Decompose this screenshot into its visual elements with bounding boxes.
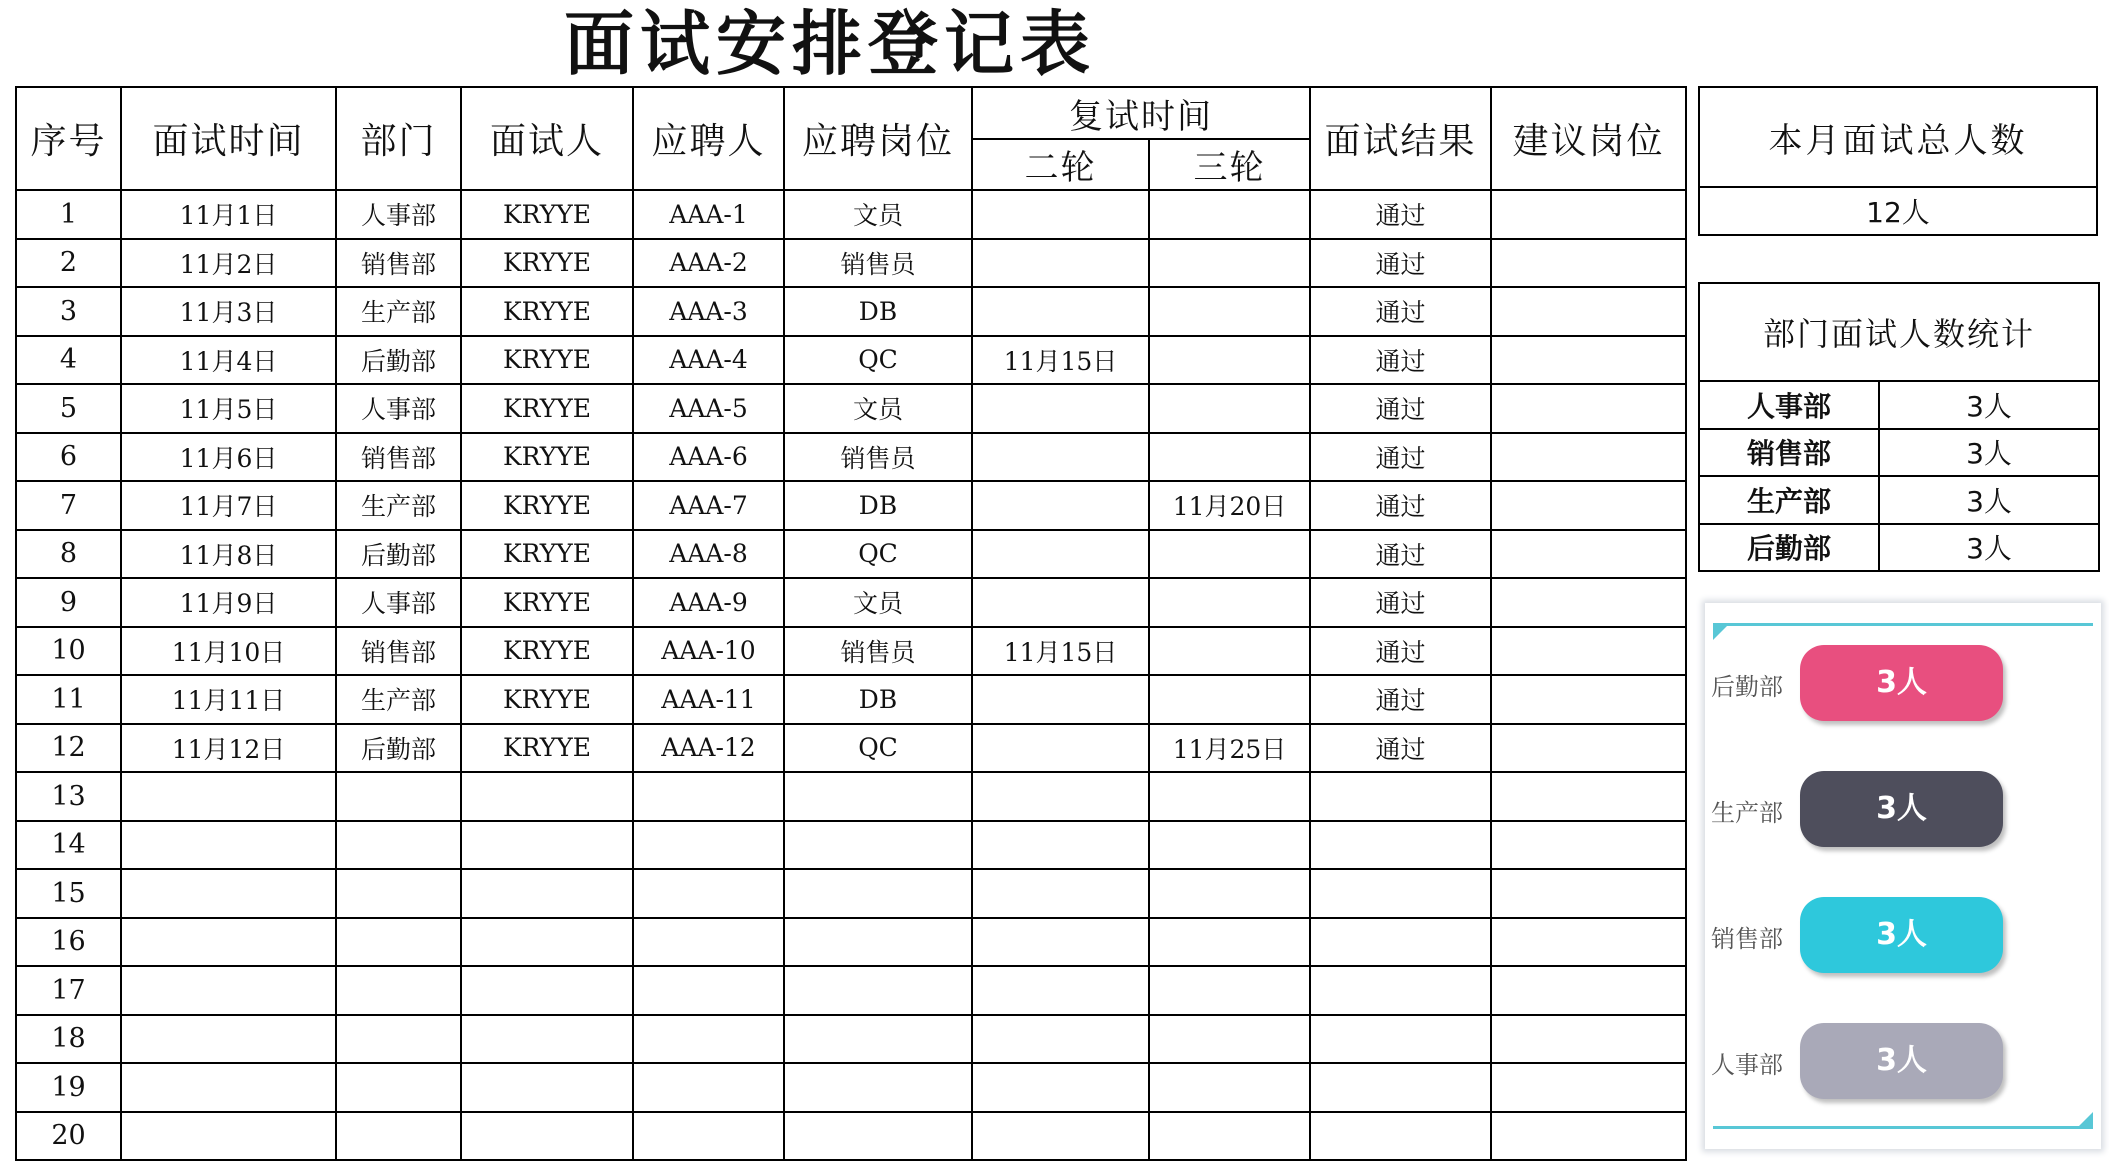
- table-row: [16, 772, 1686, 821]
- cell-result: 通过: [1310, 239, 1491, 288]
- panel-corner-triangle: [1713, 626, 1727, 640]
- cell-interviewer: KRYYE: [461, 481, 633, 530]
- cell-position: 文员: [784, 190, 972, 239]
- cell-round2: [972, 724, 1149, 773]
- cell-suggest: [1491, 1015, 1686, 1064]
- cell-interviewer: KRYYE: [461, 287, 633, 336]
- cell-round3: [1149, 869, 1310, 918]
- cell-interviewer: KRYYE: [461, 675, 633, 724]
- cell-seq: 8: [16, 530, 121, 579]
- panel-bottom-line: [1713, 1126, 2093, 1129]
- cell-round3: [1149, 433, 1310, 482]
- cell-result: 通过: [1310, 384, 1491, 433]
- cell-position: 文员: [784, 578, 972, 627]
- cell-interviewer: [461, 869, 633, 918]
- cell-round2: [972, 966, 1149, 1015]
- cell-round3: [1149, 239, 1310, 288]
- cell-round3: [1149, 966, 1310, 1015]
- cell-round3: [1149, 336, 1310, 385]
- cell-position: QC: [784, 724, 972, 773]
- header-dept: 部门: [336, 87, 461, 190]
- cell-interviewer: [461, 1063, 633, 1112]
- cell-time: 11月9日: [121, 578, 336, 627]
- cell-seq: 9: [16, 578, 121, 627]
- cell-applicant: [633, 1063, 784, 1112]
- cell-seq: 6: [16, 433, 121, 482]
- cell-round2: 11月15日: [972, 336, 1149, 385]
- cell-applicant: [633, 772, 784, 821]
- cell-time: [121, 1112, 336, 1161]
- cell-round3: [1149, 821, 1310, 870]
- total-label: 本月面试总人数: [1699, 87, 2097, 187]
- cell-applicant: AAA-6: [633, 433, 784, 482]
- cell-result: [1310, 821, 1491, 870]
- cell-round2: [972, 675, 1149, 724]
- header-position: 应聘岗位: [784, 87, 972, 190]
- cell-applicant: [633, 918, 784, 967]
- table-row: [16, 578, 1686, 627]
- cell-interviewer: KRYYE: [461, 530, 633, 579]
- bar-row: [1705, 771, 2101, 847]
- cell-result: 通过: [1310, 336, 1491, 385]
- cell-position: 销售员: [784, 239, 972, 288]
- dept-bar-panel: [1705, 603, 2101, 1149]
- cell-suggest: [1491, 675, 1686, 724]
- cell-dept: 生产部: [336, 481, 461, 530]
- bar-label: 销售部: [1711, 925, 1783, 953]
- cell-position: DB: [784, 287, 972, 336]
- cell-result: 通过: [1310, 433, 1491, 482]
- table-row: [16, 918, 1686, 967]
- cell-applicant: [633, 869, 784, 918]
- cell-suggest: [1491, 433, 1686, 482]
- cell-applicant: AAA-8: [633, 530, 784, 579]
- header-round3: 三轮: [1149, 139, 1310, 190]
- cell-result: [1310, 772, 1491, 821]
- cell-round3: [1149, 1015, 1310, 1064]
- table-row: [16, 239, 1686, 288]
- table-row: [16, 1112, 1686, 1161]
- cell-position: 销售员: [784, 433, 972, 482]
- cell-interviewer: [461, 1112, 633, 1161]
- cell-interviewer: KRYYE: [461, 336, 633, 385]
- header-retest: 复试时间: [972, 87, 1310, 139]
- table-row: [16, 336, 1686, 385]
- cell-round2: [972, 821, 1149, 870]
- cell-position: QC: [784, 336, 972, 385]
- cell-applicant: AAA-10: [633, 627, 784, 676]
- cell-interviewer: [461, 1015, 633, 1064]
- cell-time: 11月12日: [121, 724, 336, 773]
- cell-applicant: AAA-3: [633, 287, 784, 336]
- cell-result: 通过: [1310, 481, 1491, 530]
- cell-interviewer: KRYYE: [461, 239, 633, 288]
- header-applicant: 应聘人: [633, 87, 784, 190]
- cell-dept: 人事部: [336, 190, 461, 239]
- cell-position: [784, 869, 972, 918]
- cell-suggest: [1491, 239, 1686, 288]
- bar-pill: 3人: [1800, 1023, 2003, 1099]
- header-suggest: 建议岗位: [1491, 87, 1686, 190]
- cell-round2: [972, 1063, 1149, 1112]
- cell-time: [121, 821, 336, 870]
- cell-seq: 12: [16, 724, 121, 773]
- cell-round2: [972, 772, 1149, 821]
- cell-round3: 11月20日: [1149, 481, 1310, 530]
- cell-seq: 3: [16, 287, 121, 336]
- cell-time: 11月5日: [121, 384, 336, 433]
- cell-suggest: [1491, 869, 1686, 918]
- cell-time: 11月10日: [121, 627, 336, 676]
- bar-row: [1705, 897, 2101, 973]
- cell-dept: [336, 1063, 461, 1112]
- cell-result: 通过: [1310, 578, 1491, 627]
- cell-round3: [1149, 578, 1310, 627]
- total-summary-table: [1698, 86, 2098, 236]
- cell-round2: [972, 869, 1149, 918]
- cell-dept: 人事部: [336, 384, 461, 433]
- cell-round2: [972, 481, 1149, 530]
- dept-count-value: 3人: [1879, 524, 2099, 572]
- cell-applicant: AAA-9: [633, 578, 784, 627]
- cell-round2: [972, 918, 1149, 967]
- cell-result: [1310, 966, 1491, 1015]
- cell-time: 11月6日: [121, 433, 336, 482]
- dept-summary-label: 部门面试人数统计: [1699, 283, 2099, 381]
- cell-round2: [972, 578, 1149, 627]
- cell-round3: [1149, 287, 1310, 336]
- bar-pill: 3人: [1800, 771, 2003, 847]
- cell-suggest: [1491, 384, 1686, 433]
- bar-label: 人事部: [1711, 1051, 1783, 1079]
- cell-seq: 10: [16, 627, 121, 676]
- table-row: [16, 287, 1686, 336]
- cell-position: 文员: [784, 384, 972, 433]
- cell-seq: 1: [16, 190, 121, 239]
- cell-round2: [972, 287, 1149, 336]
- cell-seq: 11: [16, 675, 121, 724]
- cell-applicant: AAA-11: [633, 675, 784, 724]
- cell-round2: 11月15日: [972, 627, 1149, 676]
- cell-result: [1310, 1015, 1491, 1064]
- cell-interviewer: KRYYE: [461, 433, 633, 482]
- cell-interviewer: KRYYE: [461, 384, 633, 433]
- cell-suggest: [1491, 918, 1686, 967]
- cell-position: [784, 772, 972, 821]
- cell-dept: 销售部: [336, 239, 461, 288]
- cell-seq: 14: [16, 821, 121, 870]
- interview-table: [15, 86, 1687, 1161]
- dept-count-value: 3人: [1879, 381, 2099, 429]
- cell-round2: [972, 1015, 1149, 1064]
- cell-interviewer: [461, 772, 633, 821]
- cell-suggest: [1491, 190, 1686, 239]
- dept-count-row: [1699, 429, 2099, 477]
- dept-count-name: 后勤部: [1699, 524, 1879, 572]
- dept-count-row: [1699, 381, 2099, 429]
- header-interviewer: 面试人: [461, 87, 633, 190]
- cell-applicant: AAA-2: [633, 239, 784, 288]
- cell-round2: [972, 239, 1149, 288]
- cell-seq: 2: [16, 239, 121, 288]
- cell-seq: 13: [16, 772, 121, 821]
- cell-applicant: [633, 1112, 784, 1161]
- cell-dept: 生产部: [336, 287, 461, 336]
- cell-dept: 销售部: [336, 627, 461, 676]
- cell-dept: 销售部: [336, 433, 461, 482]
- cell-result: 通过: [1310, 675, 1491, 724]
- cell-dept: 人事部: [336, 578, 461, 627]
- cell-applicant: AAA-1: [633, 190, 784, 239]
- cell-dept: 后勤部: [336, 724, 461, 773]
- panel-top-line: [1713, 623, 2093, 626]
- cell-seq: 17: [16, 966, 121, 1015]
- cell-time: 11月4日: [121, 336, 336, 385]
- cell-dept: 后勤部: [336, 530, 461, 579]
- table-row: [16, 1063, 1686, 1112]
- bar-label: 生产部: [1711, 799, 1783, 827]
- bar-row: [1705, 645, 2101, 721]
- cell-suggest: [1491, 821, 1686, 870]
- dept-count-name: 生产部: [1699, 476, 1879, 524]
- cell-time: 11月3日: [121, 287, 336, 336]
- cell-applicant: AAA-12: [633, 724, 784, 773]
- table-row: [16, 675, 1686, 724]
- cell-position: DB: [784, 675, 972, 724]
- cell-interviewer: KRYYE: [461, 627, 633, 676]
- cell-time: [121, 772, 336, 821]
- cell-interviewer: [461, 918, 633, 967]
- dept-count-name: 销售部: [1699, 429, 1879, 477]
- cell-time: 11月2日: [121, 239, 336, 288]
- cell-result: [1310, 869, 1491, 918]
- cell-time: 11月8日: [121, 530, 336, 579]
- cell-position: DB: [784, 481, 972, 530]
- cell-round3: [1149, 1112, 1310, 1161]
- header-time: 面试时间: [121, 87, 336, 190]
- cell-dept: [336, 1015, 461, 1064]
- table-row: [16, 821, 1686, 870]
- cell-round3: [1149, 627, 1310, 676]
- header-seq: 序号: [16, 87, 121, 190]
- header-result: 面试结果: [1310, 87, 1491, 190]
- table-row: [16, 530, 1686, 579]
- cell-seq: 4: [16, 336, 121, 385]
- cell-result: 通过: [1310, 724, 1491, 773]
- cell-seq: 16: [16, 918, 121, 967]
- table-row: [16, 190, 1686, 239]
- cell-suggest: [1491, 481, 1686, 530]
- cell-round3: [1149, 1063, 1310, 1112]
- cell-position: [784, 966, 972, 1015]
- table-row: [16, 1015, 1686, 1064]
- cell-dept: [336, 1112, 461, 1161]
- cell-time: 11月1日: [121, 190, 336, 239]
- page-title: 面试安排登记表: [564, 2, 1096, 85]
- cell-time: [121, 1015, 336, 1064]
- cell-time: 11月11日: [121, 675, 336, 724]
- cell-seq: 5: [16, 384, 121, 433]
- cell-applicant: [633, 821, 784, 870]
- cell-result: 通过: [1310, 627, 1491, 676]
- bar-pill: 3人: [1800, 645, 2003, 721]
- cell-applicant: AAA-4: [633, 336, 784, 385]
- cell-time: [121, 869, 336, 918]
- table-row: [16, 384, 1686, 433]
- cell-dept: [336, 966, 461, 1015]
- cell-seq: 15: [16, 869, 121, 918]
- table-row: [16, 481, 1686, 530]
- cell-result: [1310, 1112, 1491, 1161]
- cell-round3: [1149, 190, 1310, 239]
- cell-result: 通过: [1310, 530, 1491, 579]
- cell-position: 销售员: [784, 627, 972, 676]
- cell-suggest: [1491, 287, 1686, 336]
- total-value: 12人: [1699, 187, 2097, 235]
- cell-round2: [972, 190, 1149, 239]
- cell-applicant: [633, 1015, 784, 1064]
- dept-count-row: [1699, 476, 2099, 524]
- table-row: [16, 869, 1686, 918]
- cell-position: [784, 918, 972, 967]
- bar-label: 后勤部: [1711, 673, 1783, 701]
- cell-time: 11月7日: [121, 481, 336, 530]
- cell-suggest: [1491, 772, 1686, 821]
- cell-suggest: [1491, 1112, 1686, 1161]
- table-row: [16, 966, 1686, 1015]
- cell-time: [121, 918, 336, 967]
- bar-row: [1705, 1023, 2101, 1099]
- cell-interviewer: KRYYE: [461, 190, 633, 239]
- cell-position: [784, 1015, 972, 1064]
- cell-applicant: [633, 966, 784, 1015]
- cell-suggest: [1491, 724, 1686, 773]
- dept-count-row: [1699, 524, 2099, 572]
- cell-suggest: [1491, 530, 1686, 579]
- cell-round2: [972, 530, 1149, 579]
- cell-position: [784, 821, 972, 870]
- cell-result: 通过: [1310, 287, 1491, 336]
- bar-pill: 3人: [1800, 897, 2003, 973]
- cell-seq: 7: [16, 481, 121, 530]
- cell-round3: [1149, 772, 1310, 821]
- cell-applicant: AAA-7: [633, 481, 784, 530]
- cell-position: [784, 1063, 972, 1112]
- cell-seq: 19: [16, 1063, 121, 1112]
- cell-position: [784, 1112, 972, 1161]
- cell-suggest: [1491, 966, 1686, 1015]
- cell-round3: [1149, 918, 1310, 967]
- cell-round3: 11月25日: [1149, 724, 1310, 773]
- cell-suggest: [1491, 578, 1686, 627]
- cell-time: [121, 1063, 336, 1112]
- cell-interviewer: [461, 821, 633, 870]
- cell-interviewer: KRYYE: [461, 724, 633, 773]
- cell-suggest: [1491, 336, 1686, 385]
- dept-summary-table: [1698, 282, 2100, 572]
- cell-round3: [1149, 675, 1310, 724]
- panel-corner-triangle: [2079, 1112, 2093, 1126]
- cell-dept: 后勤部: [336, 336, 461, 385]
- cell-round2: [972, 1112, 1149, 1161]
- cell-interviewer: [461, 966, 633, 1015]
- cell-suggest: [1491, 627, 1686, 676]
- cell-result: [1310, 918, 1491, 967]
- cell-time: [121, 966, 336, 1015]
- cell-seq: 18: [16, 1015, 121, 1064]
- dept-count-value: 3人: [1879, 476, 2099, 524]
- cell-dept: [336, 772, 461, 821]
- dept-count-name: 人事部: [1699, 381, 1879, 429]
- cell-seq: 20: [16, 1112, 121, 1161]
- cell-dept: [336, 869, 461, 918]
- cell-suggest: [1491, 1063, 1686, 1112]
- cell-dept: [336, 821, 461, 870]
- cell-round3: [1149, 384, 1310, 433]
- cell-dept: [336, 918, 461, 967]
- cell-round2: [972, 384, 1149, 433]
- cell-result: 通过: [1310, 190, 1491, 239]
- table-row: [16, 627, 1686, 676]
- dept-count-value: 3人: [1879, 429, 2099, 477]
- header-round2: 二轮: [972, 139, 1149, 190]
- cell-dept: 生产部: [336, 675, 461, 724]
- cell-position: QC: [784, 530, 972, 579]
- table-row: [16, 724, 1686, 773]
- table-row: [16, 433, 1686, 482]
- cell-result: [1310, 1063, 1491, 1112]
- cell-round3: [1149, 530, 1310, 579]
- cell-round2: [972, 433, 1149, 482]
- cell-applicant: AAA-5: [633, 384, 784, 433]
- cell-interviewer: KRYYE: [461, 578, 633, 627]
